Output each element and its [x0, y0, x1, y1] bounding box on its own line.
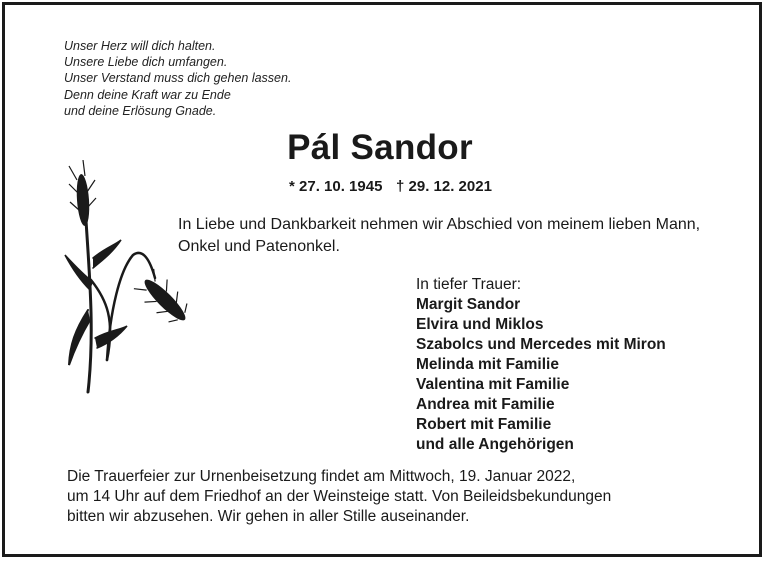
mourner: und alle Angehörigen — [416, 436, 574, 453]
poem-line: Unser Herz will dich halten. — [64, 39, 216, 53]
mourners-heading: In tiefer Trauer: — [416, 276, 522, 293]
poem-line: und deine Erlösung Gnade. — [64, 103, 217, 118]
ceremony-line: um 14 Uhr auf dem Friedhof an der Weinsteige statt. Von Beileidsbekundungen — [67, 488, 612, 505]
mourner: Elvira und Miklos — [416, 316, 544, 333]
mourner: Valentina mit Familie — [416, 376, 570, 393]
poem-line: Unsere Liebe dich umfangen. — [64, 55, 228, 70]
mourner: Melinda mit Familie — [416, 356, 559, 373]
mourner: Margit Sandor — [416, 296, 521, 313]
ceremony-line: bitten wir abzusehen. Wir gehen in aller Stille auseinander. — [67, 508, 470, 525]
mourner: Robert mit Familie — [416, 416, 552, 433]
birth-date: * 27. 10. 1945 — [289, 178, 383, 195]
intro-text: In Liebe und Dankbarkeit nehmen wir Abschied von meinem lieben Mann, Onkel und Patenonkel. — [178, 216, 701, 255]
poem-line: Denn deine Kraft war zu Ende — [64, 87, 231, 102]
poem-line: Unser Verstand muss dich gehen lassen. — [64, 71, 292, 86]
mourner: Szabolcs und Mercedes mit Miron — [416, 336, 666, 353]
wheat-ears-icon — [55, 160, 195, 400]
ceremony-line: Die Trauerfeier zur Urnenbeisetzung findet am Mittwoch, 19. Januar 2022, — [67, 468, 576, 485]
death-date: † 29. 12. 2021 — [396, 178, 492, 195]
ceremony-info — [67, 467, 727, 527]
poem — [64, 38, 291, 119]
deceased-name: Pál Sandor — [287, 128, 473, 167]
mourners-list — [416, 275, 666, 455]
mourner: Andrea mit Familie — [416, 396, 555, 413]
